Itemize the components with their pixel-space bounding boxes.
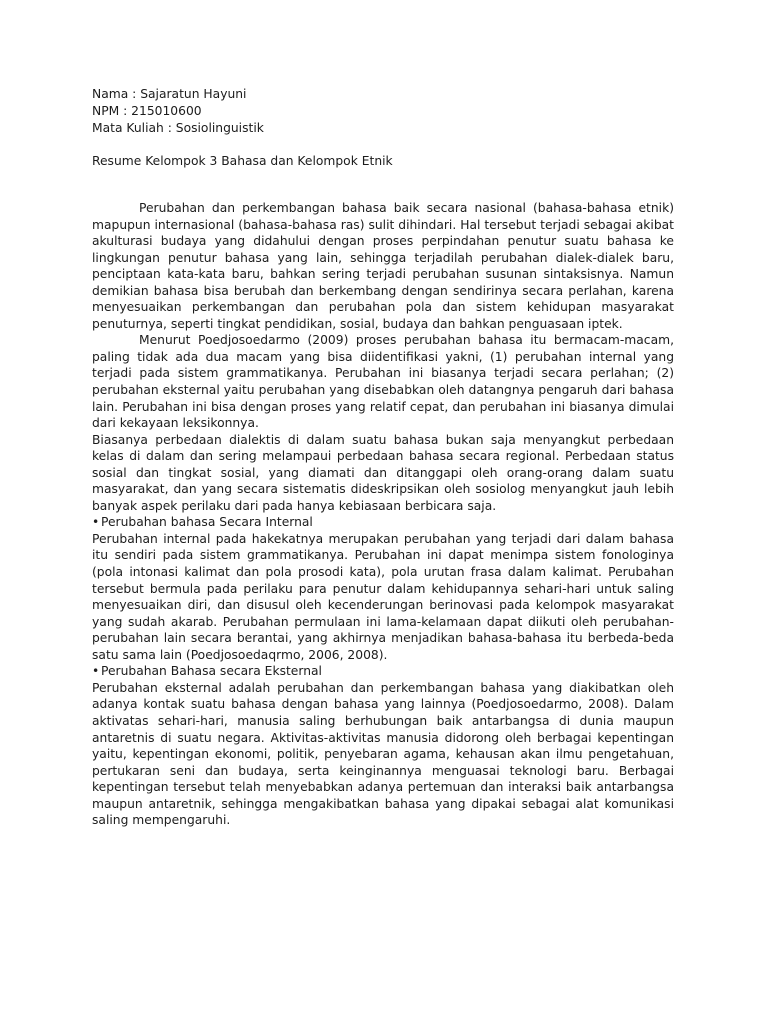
student-info: [92, 86, 264, 137]
paragraph-intro: Perubahan dan perkembangan bahasa baik secara nasional (bahasa-bahasa etnik) mapupun internasional (bahasa-bahasa ras) sulit dihindari. Hal tersebut terjadi sebagai akibat akulturasi budaya yang didahului dengan proses perpindahan penutur suatu bahasa ke lingkungan penutur bahasa yang lain, sehingga terjadilah perubahan dialek-dialek baru, penciptaan kata-kata baru, bahkan sering terjadi perubahan susunan sintaksisnya. Namun demikian bahasa bisa berubah dan berkembang dengan sendirinya secara perlahan, karena menyesuaikan perkembangan dan perubahan pola dan sistem kehidupan masyarakat penuturnya, seperti tingkat pendidikan, sosial, budaya dan bahkan penguasaan iptek.: [92, 201, 674, 331]
course-name: Mata Kuliah : Sosiolinguistik: [92, 121, 264, 135]
heading-eksternal: [92, 663, 674, 680]
heading-eksternal-text: Perubahan Bahasa secara Eksternal: [101, 664, 322, 679]
paragraph-eksternal: Perubahan eksternal adalah perubahan dan perkembangan bahasa yang diakibatkan oleh adanya kontak suatu bahasa dengan bahasa yang lainnya (Poedjosoedarmo, 2008). Dalam aktivatas sehari-hari, manusia saling berhubungan baik antarbangsa di dunia maupun antaretnis di suatu negara. Aktivitas-aktivitas manusia didorong oleh berbagai kepentingan yaitu, kepentingan ekonomi, politik, penyebaran agama, kehausan akan ilmu pengetahuan, pertukaran seni dan budaya, serta keinginannya menguasai teknologi baru. Berbagai kepentingan tersebut telah menyebabkan adanya pertemuan dan interaksi baik antarbangsa maupun antaretnik, sehingga mengakibatkan bahasa yang dipakai sebagai alat komunikasi saling mempengaruhi.: [92, 680, 674, 828]
paragraph-poedjosoedarmo: Menurut Poedjosoedarmo (2009) proses perubahan bahasa itu bermacam-macam, paling tidak ada dua macam yang bisa diidentifikasi yakni, (1) perubahan internal yang terjadi pada sistem grammatikanya. Perubahan ini biasanya terjadi secara perlahan; (2) perubahan eksternal yaitu perubahan yang disebabkan oleh datangnya pengaruh dari bahasa lain. Perubahan ini bisa dengan proses yang relatif cepat, dan perubahan ini biasanya dimulai dari kekayaan leksikonnya.: [92, 333, 674, 431]
bullet-icon: •: [92, 664, 100, 679]
document-body: [92, 200, 674, 829]
paragraph-dialect: Biasanya perbedaan dialektis di dalam suatu bahasa bukan saja menyangkut perbedaan kelas di dalam dan sering melampaui perbedaan bahasa secara regional. Perbedaan status sosial dan tingkat sosial, yang diamati dan ditanggapi oleh orang-orang dalam suatu masyarakat, dan yang secara sistematis dideskripsikan oleh sosiolog menyangkut jauh lebih banyak aspek perilaku dari pada hanya kebiasaan berbicara saja.: [92, 432, 674, 513]
heading-internal: [92, 514, 674, 531]
student-name: Nama : Sajaratun Hayuni: [92, 87, 247, 101]
bullet-icon: •: [92, 515, 100, 530]
paragraph-internal: Perubahan internal pada hakekatnya merupakan perubahan yang terjadi dari dalam bahasa itu sendiri pada sistem grammatikanya. Perubahan ini dapat menimpa sistem fonologinya (pola intonasi kalimat dan pola prosodi kata), pola urutan frasa dalam kalimat. Perubahan tersebut bermula pada perilaku para penutur dalam kehidupannya sehari-hari untuk saling menyesuaikan diri, dan disusul oleh kecenderungan berinovasi pada kelompok masyarakat yang sudah akarab. Perubahan permulaan ini lama-kelamaan dapat diikuti oleh perubahan-perubahan lain secara berantai, yang akhirnya menjadikan bahasa-bahasa itu berbeda-beda satu sama lain (Poedjosoedaqrmo, 2006, 2008).: [92, 531, 674, 662]
document-title: Resume Kelompok 3 Bahasa dan Kelompok Etnik: [92, 154, 393, 168]
student-npm: NPM : 215010600: [92, 104, 202, 118]
heading-internal-text: Perubahan bahasa Secara Internal: [101, 515, 313, 530]
